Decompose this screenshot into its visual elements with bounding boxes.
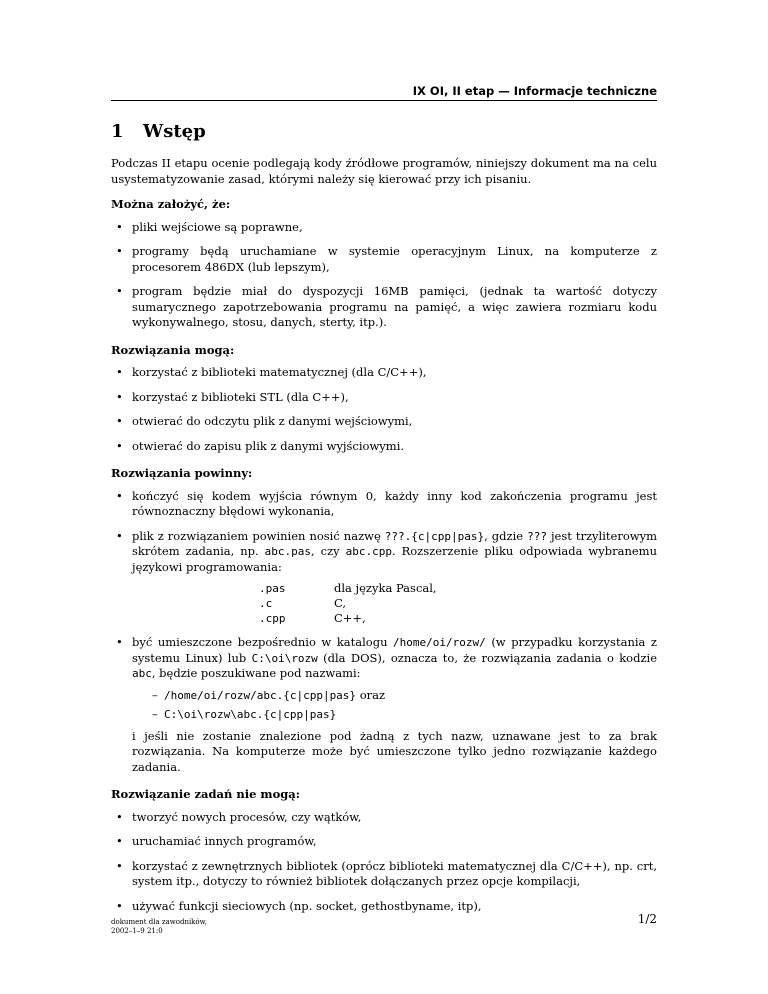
list-item: [111, 529, 657, 627]
list-item: • kończyć się kodem wyjścia równym 0, każdy inny kod zakończenia programu jest równoznaczny błędowi wykonania,: [111, 489, 657, 520]
section-heading: [111, 120, 657, 144]
text: , będzie poszukiwane pod nazwami:: [151, 666, 361, 680]
text: . Rozszerzenie pliku odpowiada wybranemu językowi programowania:: [132, 544, 657, 574]
extension-cell: .c: [259, 597, 273, 610]
header-rule: [111, 100, 657, 101]
should-list: [111, 489, 657, 776]
language-cell: C++,: [334, 611, 366, 625]
intro-paragraph: Podczas II etapu ocenie podlegają kody źródłowe programów, niniejszy dokument ma na celu usystematyzowanie zasad, którymi należy się kierować przy ich pisaniu.: [111, 156, 657, 186]
list-item: [132, 688, 657, 704]
table-row: [259, 611, 437, 626]
list-item: • korzystać z biblioteki matematycznej (dla C/C++),: [111, 365, 657, 381]
mustnot-heading: Rozwiązanie zadań nie mogą:: [111, 787, 300, 801]
may-list: [111, 365, 657, 454]
running-header: IX OI, II etap — Informacje techniczne: [412, 84, 657, 98]
assume-list: [111, 220, 657, 331]
code-dos-full-path: C:\oi\rozw\abc.{c|cpp|pas}: [164, 708, 337, 721]
paragraph: i jeśli nie zostanie znalezione pod żadną z tych nazw, uznawane jest to za brak rozwiązania. Na komputerze może być umieszczone tylko jedno rozwiązanie każdego zadania.: [132, 728, 657, 774]
should-heading: Rozwiązania powinny:: [111, 466, 253, 480]
page-number: 1/2: [637, 912, 657, 926]
text: być umieszczone bezpośrednio w katalogu: [132, 635, 394, 649]
footer-note: [111, 918, 207, 936]
extension-cell: .cpp: [259, 612, 286, 625]
code-filename-pattern: ???.{c|cpp|pas}: [384, 529, 485, 543]
code-example-pas: abc.pas: [264, 545, 312, 558]
language-cell: dla języka Pascal,: [334, 581, 437, 595]
section-title: Wstęp: [143, 121, 206, 142]
text: , czy: [311, 544, 346, 558]
document-body: [111, 120, 657, 926]
table-row: [259, 596, 437, 611]
code-abbrev: ???: [527, 529, 547, 543]
text: , gdzie: [484, 528, 528, 543]
path-list: [132, 688, 657, 723]
list-item: [111, 635, 657, 775]
text: jest trzyliterowym skrótem zadania, np.: [132, 528, 658, 558]
footer-date: 2002–1–9 21:0: [111, 927, 163, 935]
mustnot-list: [111, 810, 657, 915]
list-item: • programy będą uruchamiane w systemie operacyjnym Linux, na komputerze z procesorem 486DX (lub lepszym),: [111, 244, 657, 275]
text: (dla DOS), oznacza to, że rozwiązania zadania o kodzie: [317, 650, 657, 665]
language-cell: C,: [334, 596, 347, 610]
list-item: • otwierać do odczytu plik z danymi wejściowymi,: [111, 414, 657, 430]
list-item: • otwierać do zapisu plik z danymi wyjściowymi.: [111, 439, 657, 455]
section-number: 1: [111, 121, 124, 142]
code-example-cpp: abc.cpp: [345, 545, 392, 558]
extension-cell: .pas: [259, 582, 286, 595]
list-item: • korzystać z biblioteki STL (dla C++),: [111, 390, 657, 406]
code-dos-path: C:\oi\rozw: [251, 651, 318, 665]
list-item: [132, 707, 657, 723]
code-task-abbrev: abc: [132, 667, 152, 680]
list-item: • tworzyć nowych procesów, czy wątków,: [111, 810, 657, 826]
code-linux-full-path: /home/oi/rozw/abc.{c|cpp|pas}: [164, 688, 357, 702]
text: oraz: [356, 687, 386, 702]
extension-table: [259, 581, 437, 626]
list-item: • pliki wejściowe są poprawne,: [111, 220, 657, 236]
may-heading: Rozwiązania mogą:: [111, 342, 235, 357]
table-row: [259, 581, 437, 596]
list-item: • program będzie miał do dyspozycji 16MB pamięci, (jednak ta wartość dotyczy sumarycznego zapotrzebowania programu na pamięć, a więc zawiera rozmiaru kodu wykonywalnego, stosu, danych, sterty, itp.).: [111, 284, 657, 331]
list-item: • korzystać z zewnętrznych bibliotek (oprócz biblioteki matematycznej dla C/C++), np. crt, system itp., dotyczy to również bibliotek dołączanych przez opcje kompilacji,: [111, 859, 657, 890]
list-item: • uruchamiać innych programów,: [111, 834, 657, 850]
footer-line: dokument dla zawodników,: [111, 918, 208, 926]
assume-heading: Można założyć, że:: [111, 197, 231, 211]
list-item: • używać funkcji sieciowych (np. socket, gethostbyname, itp),: [111, 899, 657, 915]
text: plik z rozwiązaniem powinien nosić nazwę: [132, 528, 385, 543]
text: (w przypadku korzystania z systemu Linux) lub: [132, 635, 657, 665]
code-linux-path: /home/oi/rozw/: [393, 636, 486, 649]
